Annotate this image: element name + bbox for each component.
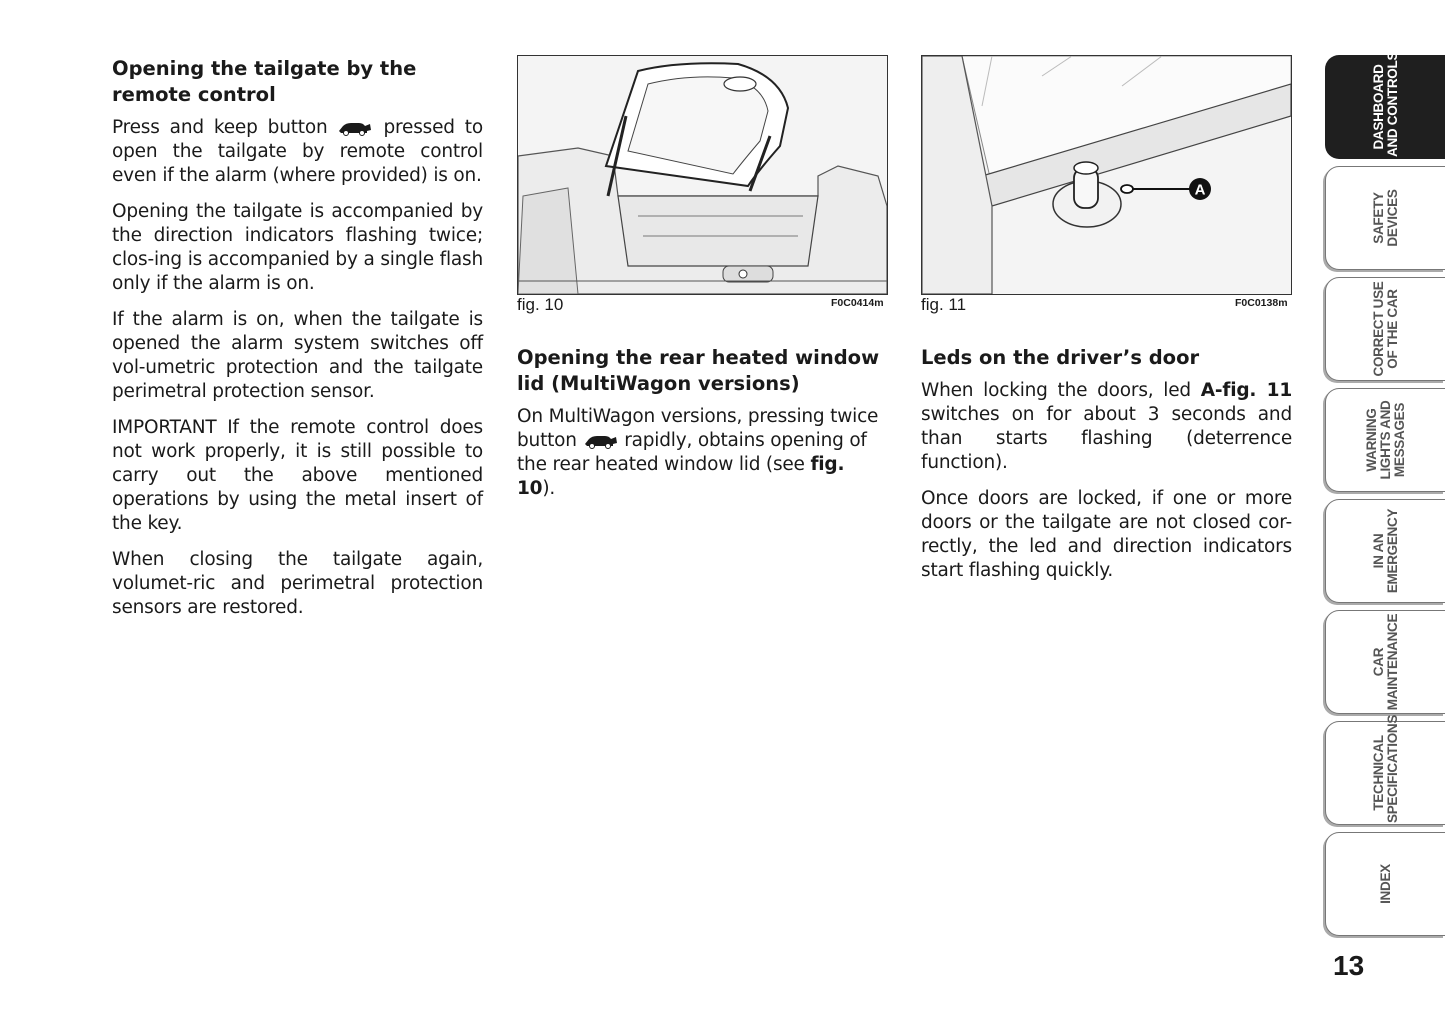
chapter-tabs [1325, 51, 1445, 940]
text-fragment: rapidly, obtains opening of the rear heated window lid (see [517, 430, 867, 475]
tab-label: WARNING LIGHTS AND MESSAGES [1363, 400, 1407, 480]
column-right [921, 345, 1292, 595]
tab-index[interactable] [1325, 832, 1445, 936]
tab-label: INDEX [1377, 864, 1393, 904]
paragraph-tailgate-4: IMPORTANT If the remote control does not work properly, it is still possible to carry out the above mentioned operations by using the metal insert of the key. [112, 417, 483, 534]
figure-10-illustration [517, 55, 888, 295]
paragraph-leds-1 [921, 379, 1292, 475]
tab-dashboard-and-controls[interactable] [1325, 51, 1445, 159]
text-fragment: On MultiWagon versions, pressing twice button [517, 406, 879, 451]
tab-label: DASHBOARD AND CONTROLS [1370, 51, 1400, 157]
tab-technical-specifications[interactable] [1325, 714, 1445, 825]
column-left [112, 56, 483, 632]
text-fragment: When locking the doors, led [921, 380, 1191, 401]
figure-reference: A-fig. 11 [1200, 380, 1292, 401]
tab-label: IN AN EMERGENCY [1370, 508, 1400, 594]
text-fragment: pressed to open the tailgate by remote control even if the alarm (where provided) is on. [112, 117, 483, 186]
column-middle [517, 345, 888, 513]
figure-10-caption: fig. 10 [517, 295, 564, 314]
tab-label: TECHNICAL SPECIFICATIONS [1370, 714, 1400, 823]
text-fragment: Press and keep button [112, 117, 328, 138]
tab-warning-lights[interactable] [1325, 388, 1445, 492]
page-number: 13 [1333, 950, 1365, 981]
tab-label: CORRECT USE OF THE CAR [1370, 281, 1400, 377]
tailgate-button-icon [583, 433, 619, 449]
paragraph-rear-window-1 [517, 405, 888, 501]
paragraph-tailgate-2: Opening the tailgate is accompanied by the direction indicators flashing twice; clos-ing is accompanied by a single flash only if the alarm is on. [112, 201, 483, 294]
figure-11-code: F0C0138m [1235, 297, 1288, 309]
tab-car-maintenance[interactable] [1325, 610, 1445, 714]
section-title-leds: Leds on the driver’s door [921, 346, 1200, 369]
callout-a-label: A [1194, 181, 1206, 199]
figure-11-illustration [921, 55, 1292, 295]
section-title-rear-window: Opening the rear heated window lid (MultiWagon versions) [517, 346, 880, 395]
paragraph-tailgate-1 [112, 116, 483, 188]
figure-11-caption: fig. 11 [921, 295, 967, 314]
tab-correct-use[interactable] [1325, 277, 1445, 381]
text-fragment: ). [542, 478, 556, 499]
text-fragment: switches on for about 3 seconds and than starts flashing (deterrence function). [921, 404, 1292, 473]
tailgate-open-drawing [518, 56, 887, 294]
tab-label: CAR MAINTENANCE [1370, 613, 1400, 711]
tab-safety-devices[interactable] [1325, 166, 1445, 270]
paragraph-tailgate-5: When closing the tailgate again, volumet-ric and perimetral protection sensors are restored. [112, 549, 483, 618]
tailgate-button-icon [337, 120, 373, 136]
figure-reference: fig. 10 [517, 454, 845, 499]
paragraph-tailgate-3: If the alarm is on, when the tailgate is opened the alarm system switches off vol-umetric protection and the tailgate perimetral protection sensor. [112, 309, 483, 402]
paragraph-leds-2: Once doors are locked, if one or more doors or the tailgate are not closed cor-rectly, the led and direction indicators start flashing quickly. [921, 488, 1292, 581]
section-title-tailgate: Opening the tailgate by the remote control [112, 57, 417, 106]
figure-10-code: F0C0414m [831, 297, 884, 309]
tab-in-an-emergency[interactable] [1325, 499, 1445, 603]
tab-label: SAFETY DEVICES [1370, 189, 1400, 247]
driver-door-led-drawing [922, 56, 1291, 294]
